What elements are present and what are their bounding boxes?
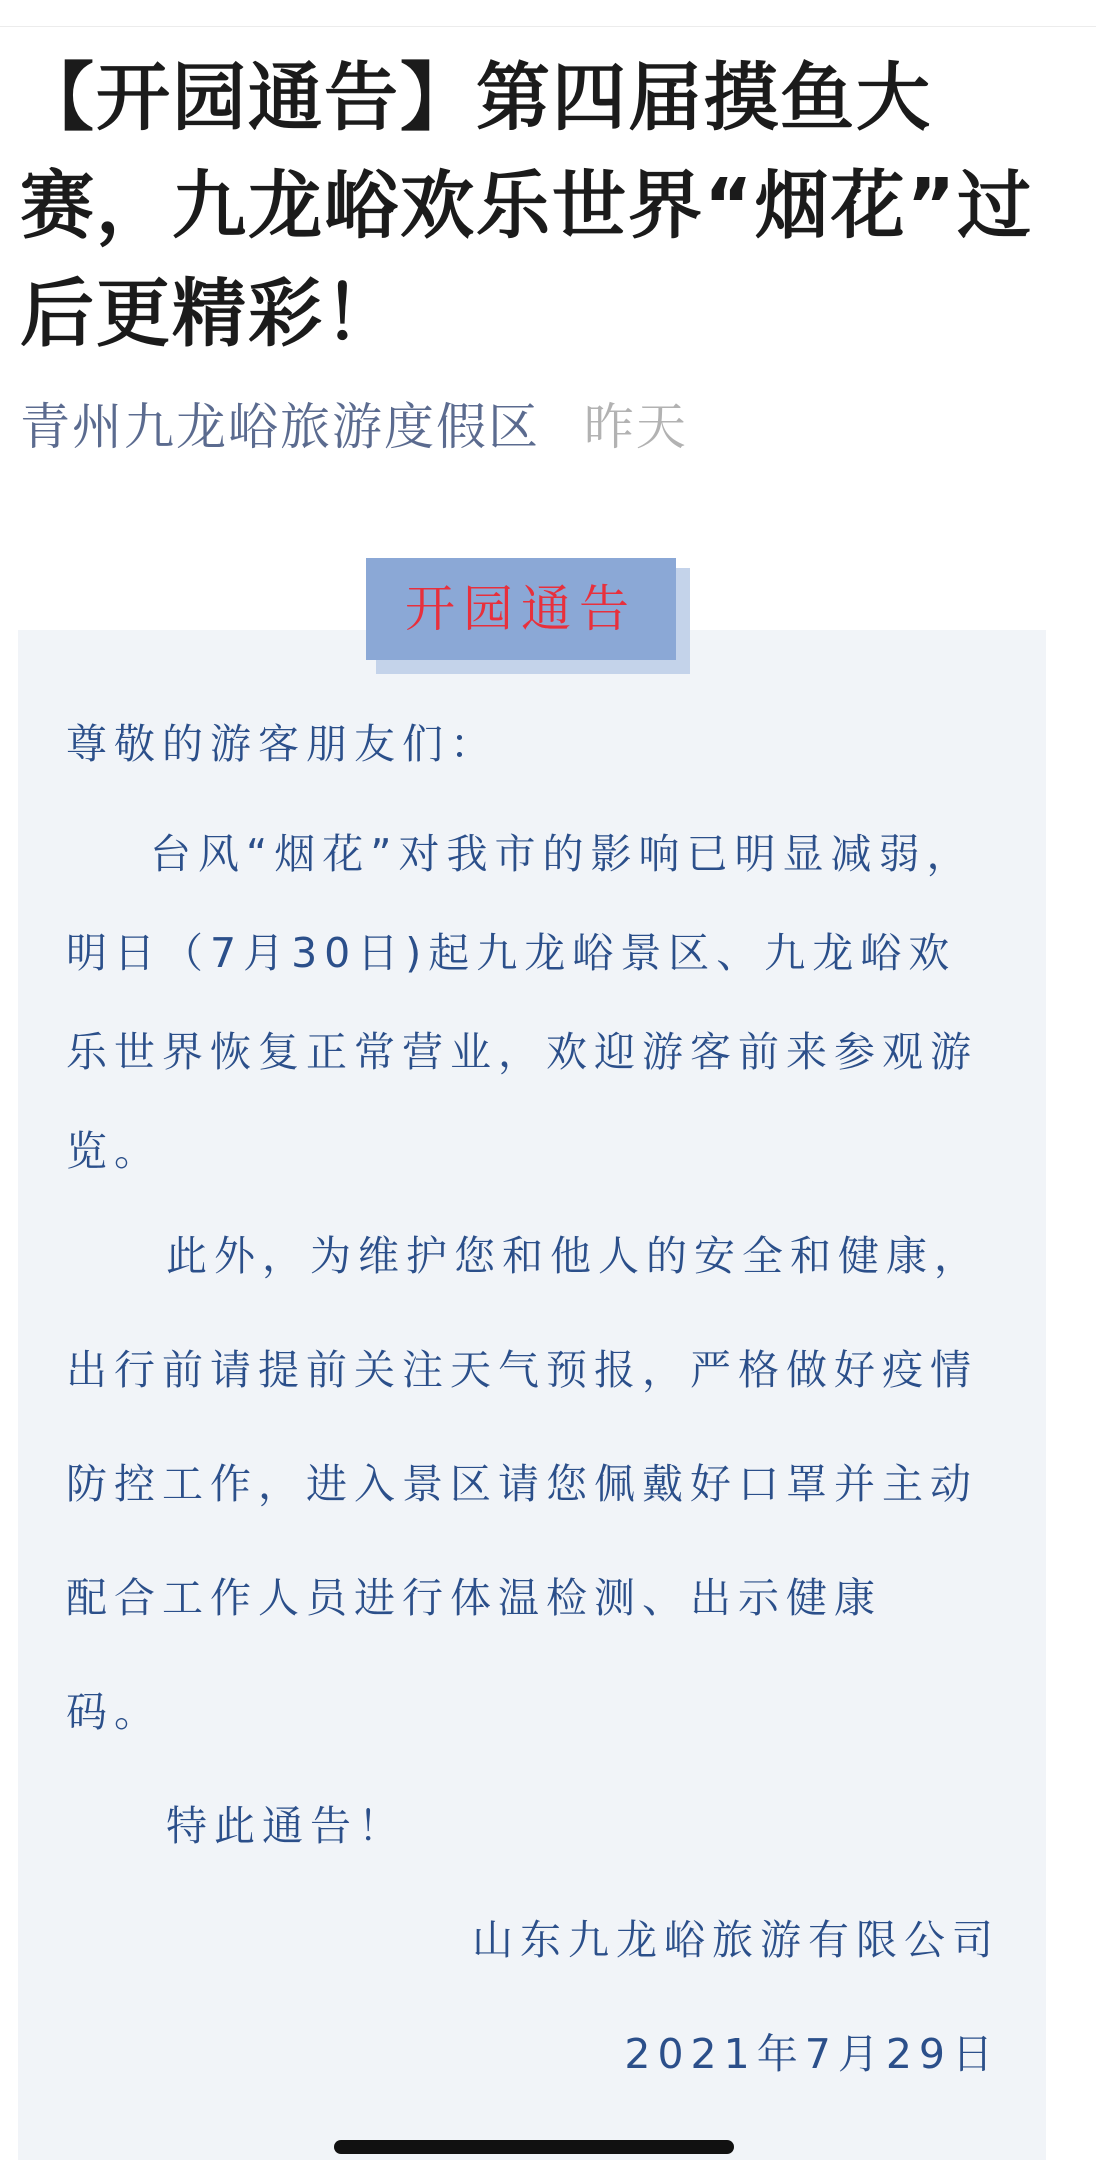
article-meta [20, 392, 688, 462]
notice-line: 出行前请提前关注天气预报，严格做好疫情 [66, 1346, 978, 1394]
notice-line: 乐世界恢复正常营业，欢迎游客前来参观游 [66, 1028, 978, 1076]
top-divider [0, 26, 1096, 27]
home-indicator[interactable] [334, 2140, 734, 2154]
notice-line: 防控工作，进入景区请您佩戴好口罩并主动 [66, 1460, 978, 1508]
notice-greeting: 尊敬的游客朋友们： [66, 720, 498, 768]
notice-line: 览。 [66, 1127, 162, 1175]
notice-line: 明日（7月30日)起九龙峪景区、九龙峪欢 [66, 929, 957, 977]
article-title: 【开园通告】第四届摸鱼大赛，九龙峪欢乐世界“烟花”过后更精彩！ [20, 55, 1034, 357]
notice-closing: 特此通告！ [166, 1802, 406, 1850]
publish-time: 昨天 [583, 398, 688, 456]
author-link[interactable]: 青州九龙峪旅游度假区 [20, 398, 540, 456]
notice-date: 2021年7月29日 [624, 2030, 1000, 2078]
notice-line: 码。 [66, 1688, 162, 1736]
notice-badge: 开园通告 [366, 558, 676, 660]
notice-line: 此外，为维护您和他人的安全和健康， [166, 1232, 982, 1280]
notice-line: 配合工作人员进行体温检测、出示健康 [66, 1574, 882, 1622]
notice-signature: 山东九龙峪旅游有限公司 [472, 1916, 1000, 1964]
notice-line: 台风“烟花”对我市的影响已明显减弱， [150, 830, 975, 878]
